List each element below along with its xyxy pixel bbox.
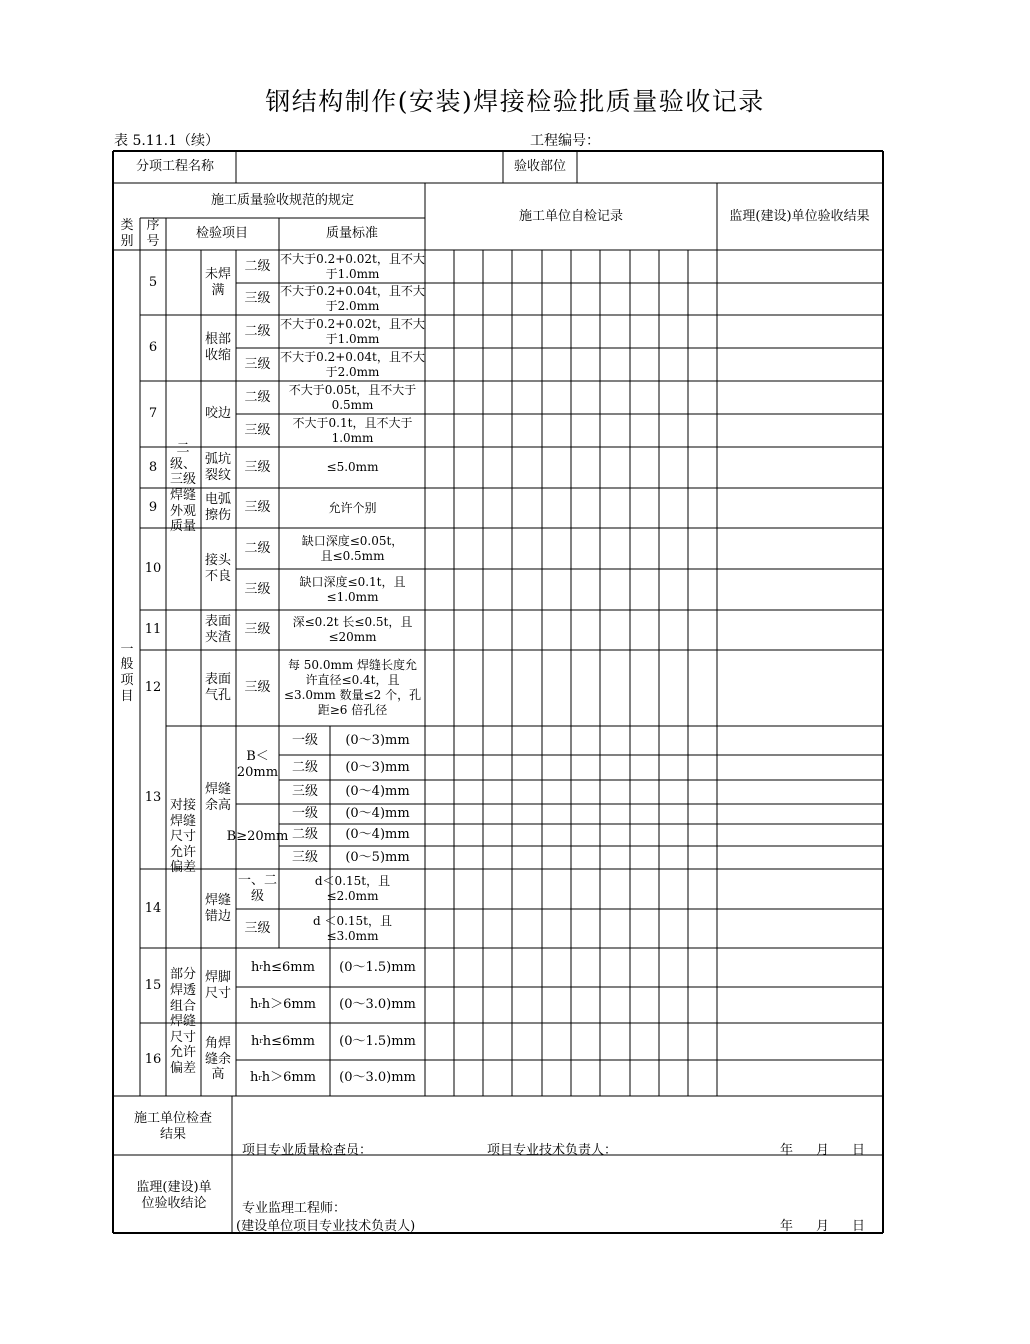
standard: 不大于0.05t，且不大于0.5mm [288, 382, 417, 412]
standard: d＜0.15t，且≤2.0mm [314, 874, 391, 903]
condition: h r h＞6mm [249, 997, 317, 1013]
standard: 不大于0.1t，且不大于1.0mm [292, 415, 413, 445]
project-number-label: 工程编号： [530, 133, 600, 149]
grade: 二级 [244, 540, 271, 556]
standard: (0～4)mm [345, 827, 410, 843]
spec-header: 施工质量验收规范的规定 [210, 192, 354, 208]
seq-header: 序号 [146, 218, 160, 249]
sub-project-label: 分项工程名称 [135, 159, 214, 175]
grade: 一级 [291, 806, 318, 822]
group-appearance: 二级、三级焊缝外观质量 [169, 441, 196, 535]
year-label: 年 [780, 1143, 794, 1158]
supervising-engineer-label: 专业监理工程师： [242, 1201, 347, 1216]
item-header: 检验项目 [195, 226, 248, 242]
row-no: 10 [144, 561, 162, 577]
supervision-header: 监理(建设)单位验收结果 [729, 208, 870, 224]
row-no: 14 [144, 900, 162, 916]
grade: 二级 [244, 389, 271, 405]
standard: (0～1.5)mm [339, 1033, 416, 1049]
standard: 不大于0.2+0.02t，且不大于1.0mm [280, 251, 425, 281]
standard: (0～3)mm [345, 759, 410, 775]
row-no: 7 [148, 406, 158, 422]
standard: (0～3.0)mm [339, 1070, 416, 1086]
day-label: 日 [852, 1143, 866, 1158]
standard: 不大于0.2+0.04t，且不大于2.0mm [280, 349, 425, 379]
item-name: 表面夹渣 [204, 614, 231, 645]
row-no: 5 [148, 274, 158, 290]
self-check-header: 施工单位自检记录 [518, 208, 623, 224]
qc-inspector-label: 项目专业质量检查员： [242, 1143, 373, 1158]
page-title: 钢结构制作(安装)焊接检验批质量验收记录 [265, 87, 765, 116]
year-label: 年 [780, 1219, 794, 1234]
item-name: 焊缝余高 [204, 781, 231, 813]
row-no: 12 [144, 680, 162, 696]
sub-project-field[interactable] [236, 151, 503, 183]
row-no: 8 [148, 459, 158, 475]
grade: 一级 [291, 732, 318, 748]
item-name: 角焊缝余高 [204, 1036, 231, 1083]
standard: 缺口深度≤0.1t，且≤1.0mm [299, 574, 406, 604]
contractor-result-label: 施工单位检查结果 [133, 1111, 212, 1142]
width-condition: B＜20mm [236, 749, 279, 780]
grade: 三级 [244, 459, 271, 475]
group-butt: 对接焊缝尺寸允许偏差 [169, 798, 196, 876]
day-label: 日 [852, 1219, 866, 1234]
category-general: 一般项目 [120, 641, 134, 704]
condition: h r h＞6mm [249, 1070, 317, 1086]
row-no: 15 [144, 977, 162, 993]
item-name: 焊缝错边 [204, 892, 231, 924]
grade: 二级 [244, 258, 271, 274]
grade: 二级 [291, 759, 318, 775]
acceptance-part-field[interactable] [577, 151, 882, 183]
item-name: 接头不良 [204, 553, 231, 584]
row-no: 9 [148, 500, 158, 516]
standard: 允许个别 [328, 500, 377, 515]
row-no: 13 [144, 789, 162, 805]
item-name: 表面气孔 [204, 672, 231, 703]
item-name: 咬边 [204, 406, 231, 422]
standard: d ＜0.15t，且≤3.0mm [312, 913, 393, 943]
row-no: 6 [148, 340, 158, 356]
standard: 缺口深度≤0.05t，且≤0.5mm [301, 533, 404, 563]
acceptance-part-label: 验收部位 [513, 159, 566, 175]
standard-header: 质量标准 [325, 226, 378, 242]
owner-tech-lead-label: (建设单位项目专业技术负责人) [236, 1219, 416, 1234]
grade: 三级 [244, 622, 271, 638]
grade: 一、二级 [237, 873, 277, 904]
standard: 深≤0.2t 长≤0.5t，且≤20mm [292, 615, 413, 644]
condition: h r h≤6mm [251, 959, 315, 975]
grade: 三级 [244, 500, 271, 516]
table-number: 表 5.11.1（续） [114, 133, 219, 149]
standard: ≤5.0mm [326, 460, 379, 474]
row-no: 11 [144, 622, 162, 638]
grade: 三级 [244, 356, 271, 372]
width-condition: B≥20mm [226, 828, 289, 844]
item-name: 根部收缩 [204, 332, 231, 363]
grade: 三级 [244, 920, 271, 936]
tech-lead-label: 项目专业技术负责人： [487, 1143, 618, 1158]
item-name: 弧坑裂纹 [204, 451, 231, 483]
standard: 每 50.0mm 焊缝长度允许直径≤0.4t，且≤3.0mm 数量≤2 个，孔距≥6 倍孔径 [283, 658, 422, 717]
standard: (0～3.0)mm [339, 997, 416, 1013]
standard: 不大于0.2+0.02t，且不大于1.0mm [280, 316, 425, 346]
grade: 三级 [244, 291, 271, 307]
standard: 不大于0.2+0.04t，且不大于2.0mm [280, 284, 425, 313]
standard: (0～4)mm [345, 806, 410, 822]
group-partial: 部分焊透组合焊缝尺寸允许偏差 [169, 967, 196, 1076]
row-no: 16 [144, 1051, 162, 1067]
month-label: 月 [816, 1219, 830, 1234]
condition: h r h≤6mm [251, 1033, 315, 1049]
standard: (0～5)mm [345, 849, 410, 865]
month-label: 月 [816, 1143, 830, 1158]
standard: (0～1.5)mm [339, 959, 416, 975]
standard: (0～3)mm [345, 732, 410, 748]
grade: 二级 [291, 827, 318, 843]
grade: 二级 [244, 323, 271, 339]
grade: 三级 [244, 581, 271, 597]
supervision-conclusion-label: 监理(建设)单位验收结论 [136, 1180, 212, 1211]
item-name: 焊脚尺寸 [204, 969, 231, 1001]
grade: 三级 [291, 849, 318, 865]
standard: (0～4)mm [345, 784, 410, 800]
item-name: 电弧擦伤 [204, 492, 231, 523]
grade: 三级 [244, 680, 271, 696]
grade: 三级 [291, 784, 318, 800]
grade: 三级 [244, 422, 271, 438]
item-name: 未焊满 [204, 266, 231, 298]
category-header: 类别 [120, 218, 134, 249]
